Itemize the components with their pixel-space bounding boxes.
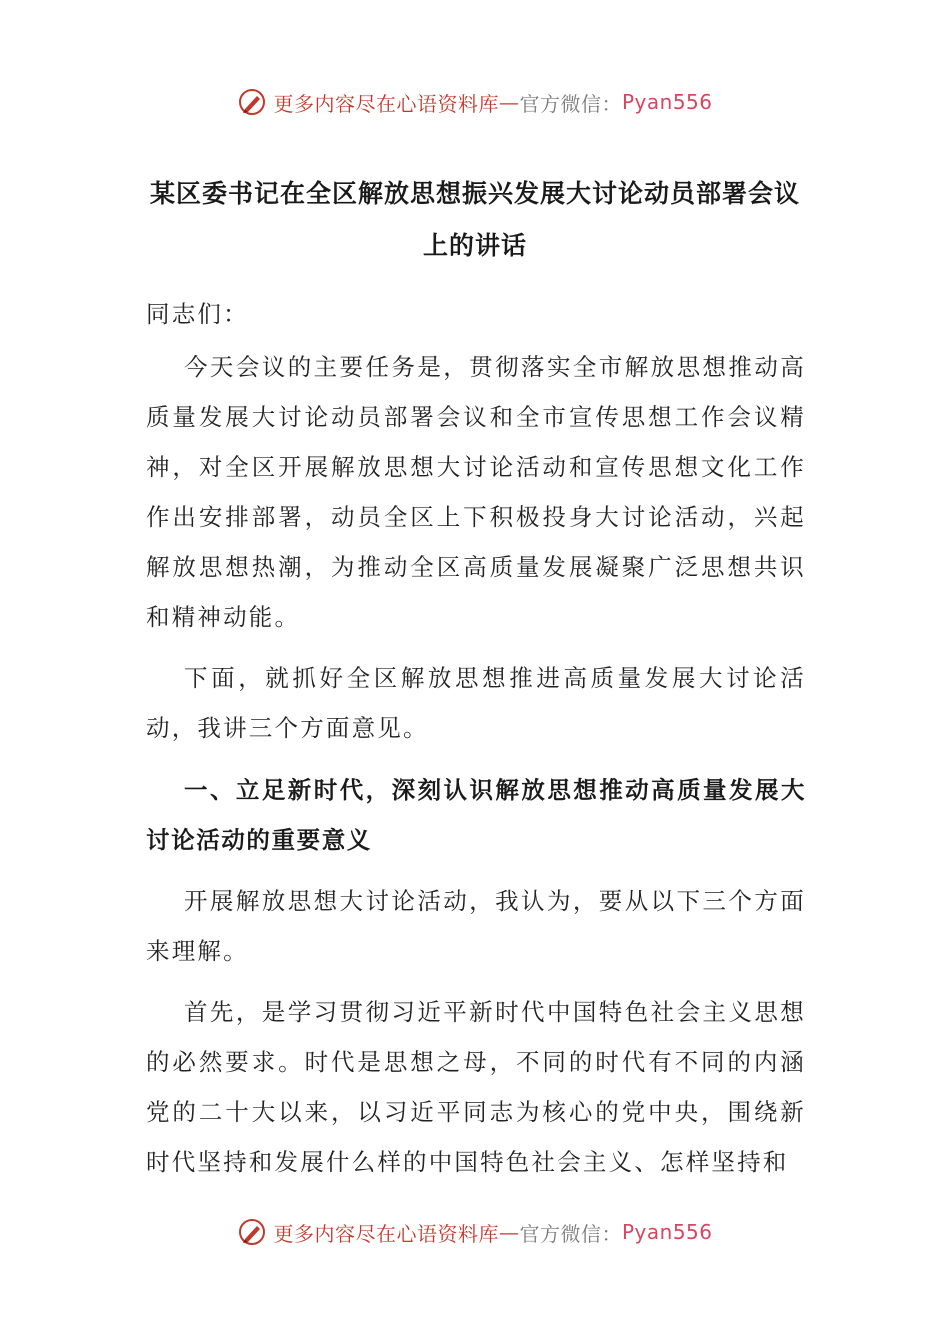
document-title-line-2: 上的讲话 [422,231,527,260]
banner-contact-id: Pyan556 [621,1220,713,1244]
paragraph-1: 今天会议的主要任务是，贯彻落实全市解放思想推动高质量发展大讨论动员部署会议和全市宣传思想工作会议精神，对全区开展解放思想大讨论活动和宣传思想文化工作作出安排部署，动员全区上下积极投身大讨论活动，兴起解放思想热潮，为推动全区高质量发展凝聚广泛思想共识和精神动能。 [146,353,806,631]
banner-main-text: 更多内容尽在心语资料库 [273,91,499,116]
paragraph-4: 首先，是学习贯彻习近平新时代中国特色社会主义思想的必然要求。时代是思想之母，不同的时代有不同的内涵党的二十大以来，以习近平同志为核心的党中央，围绕新时代坚持和发展什么样的中国特色社会主义、怎样坚持和 [146,998,806,1176]
paragraph-3: 开展解放思想大讨论活动，我认为，要从以下三个方面来理解。 [146,887,806,965]
banner-dash: — [498,1220,520,1244]
banner-contact-label: 官方微信： [519,91,622,116]
banner-main-text: 更多内容尽在心语资料库 [273,1221,499,1246]
pen-logo-icon [237,87,267,117]
banner-contact-label: 官方微信： [519,1221,622,1246]
banner-dash: — [498,90,520,114]
section-heading-1: 一、立足新时代，深刻认识解放思想推动高质量发展大讨论活动的重要意义 [146,776,806,854]
pen-logo-icon [237,1217,267,1247]
header-banner [0,82,950,122]
document-title-line-1: 某区委书记在全区解放思想振兴发展大讨论动员部署会议 [149,179,800,208]
banner-contact-id: Pyan556 [621,90,713,114]
footer-banner [0,1212,950,1252]
salutation: 同志们： [146,300,249,328]
paragraph-2: 下面，就抓好全区解放思想推进高质量发展大讨论活动，我讲三个方面意见。 [146,664,806,742]
